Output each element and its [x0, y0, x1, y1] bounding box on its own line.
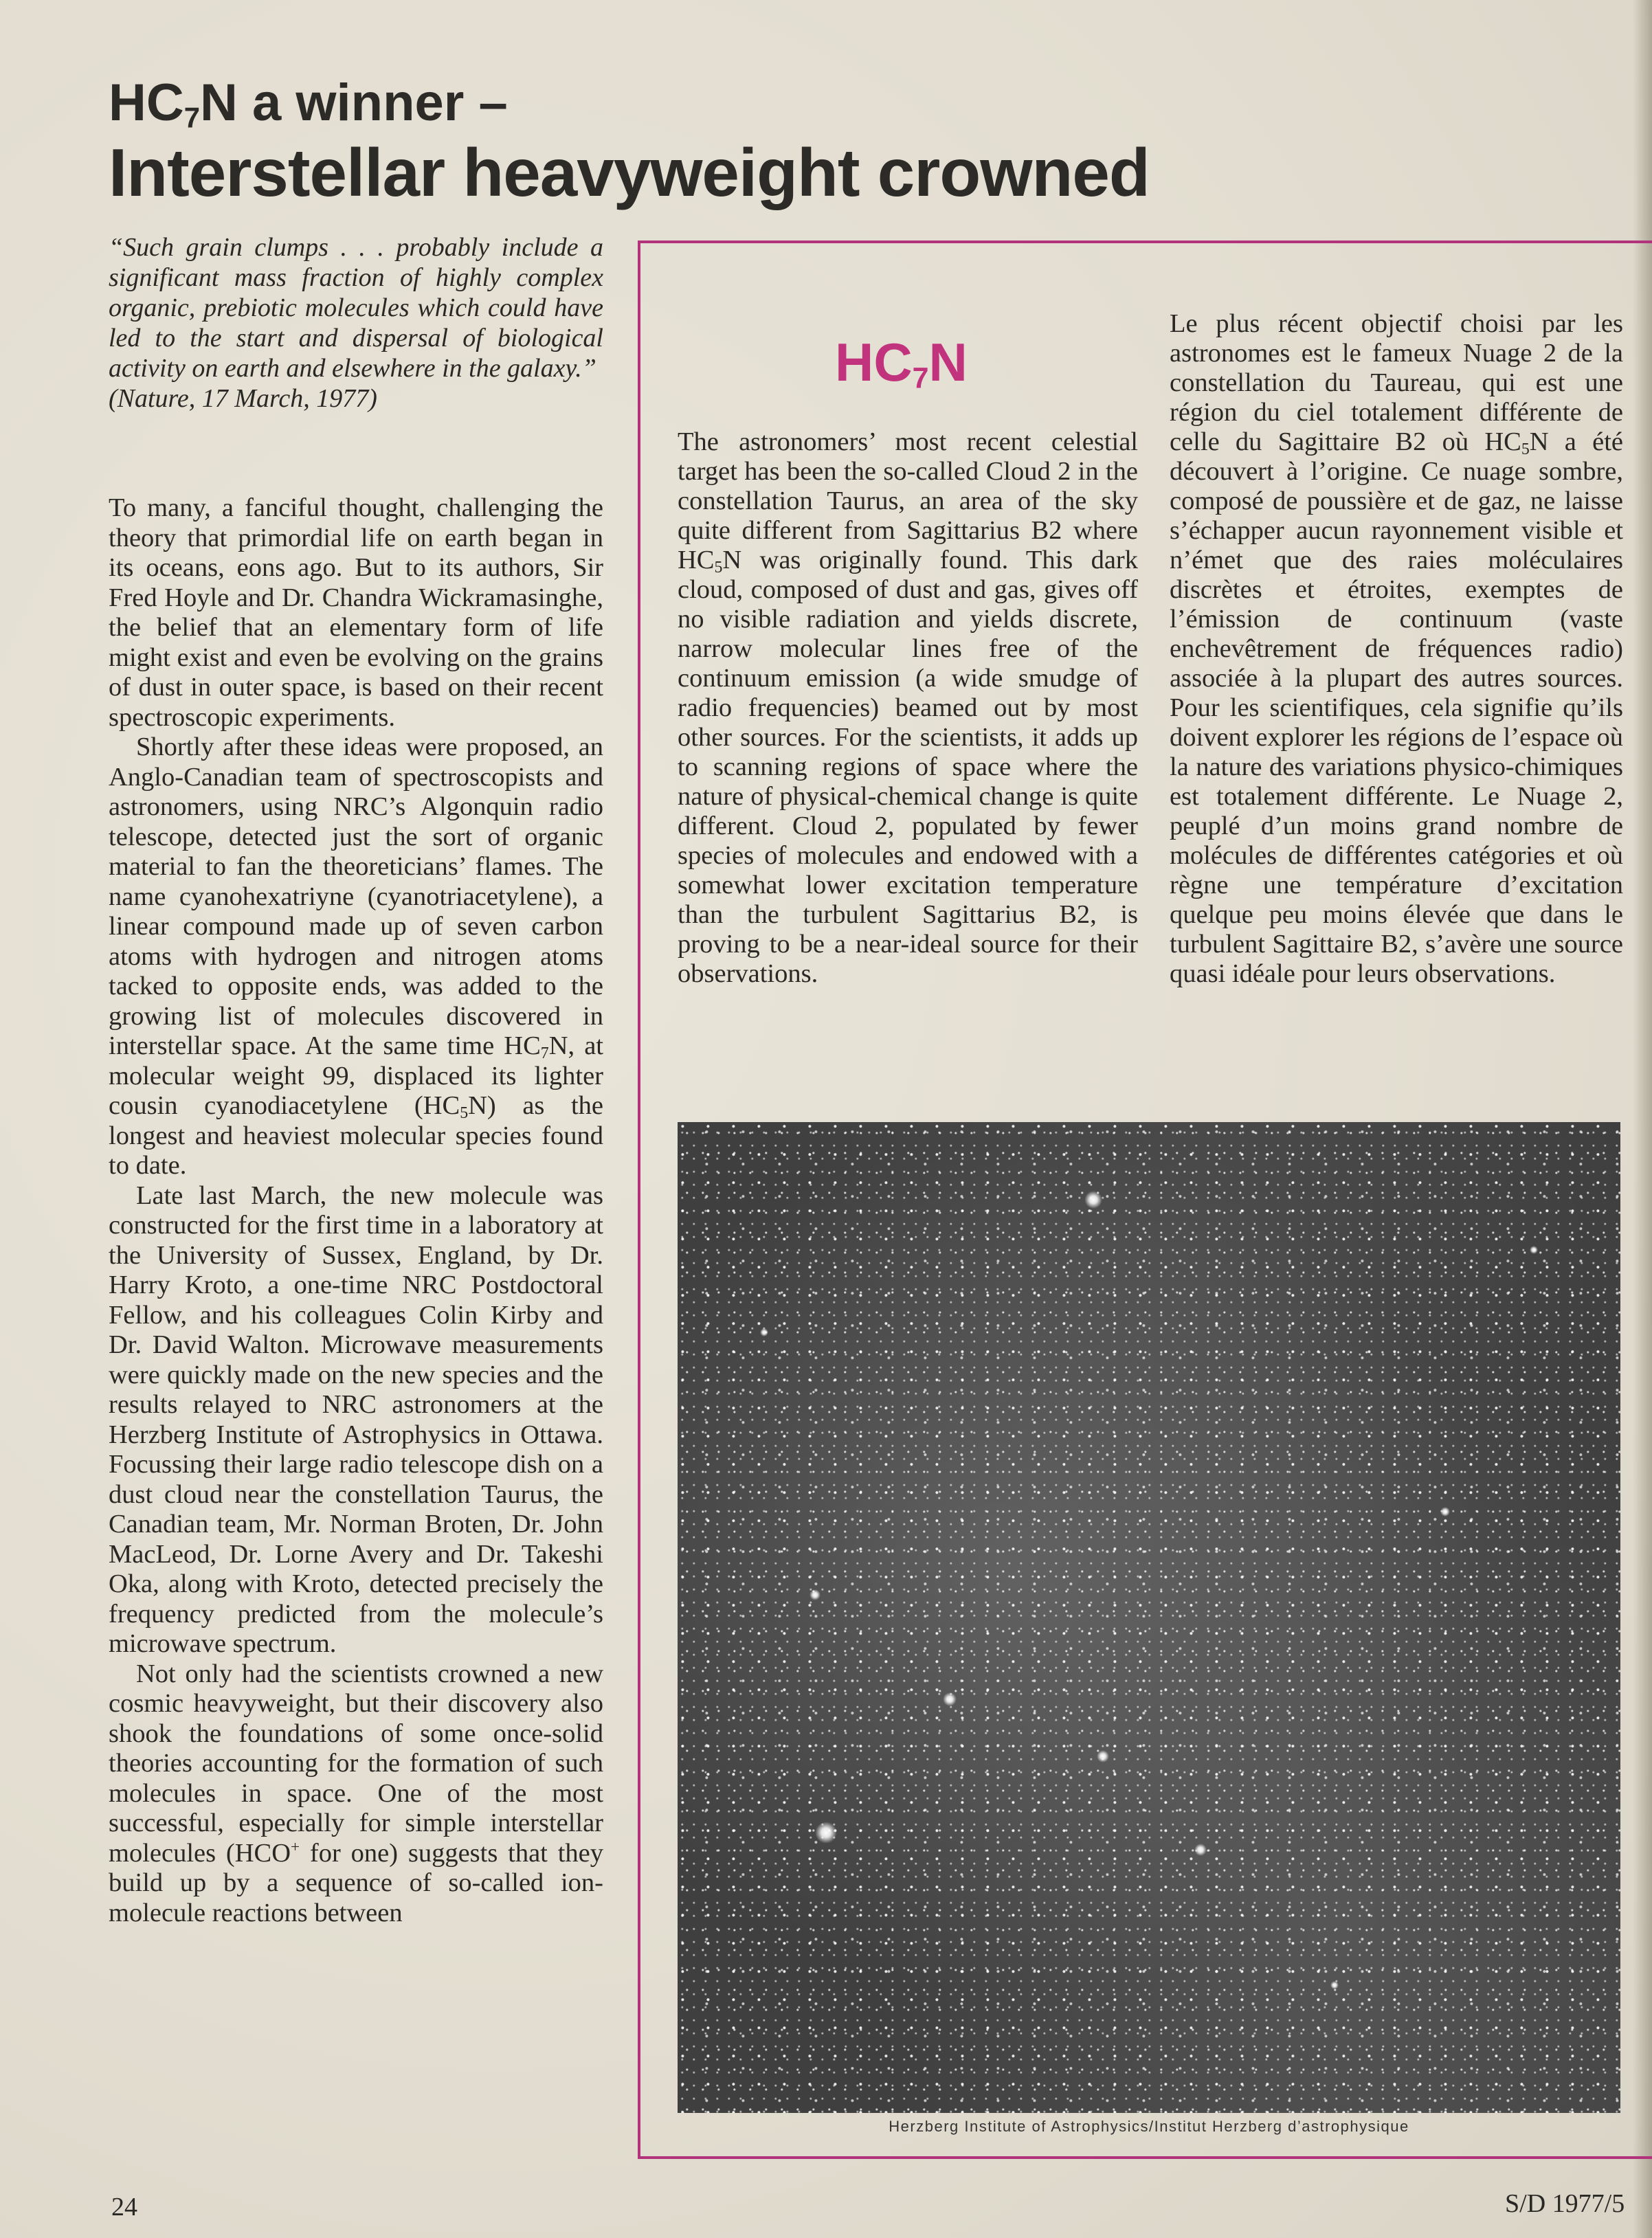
sidebar-french-paragraph: [1170, 309, 1623, 989]
page-number: 24: [111, 2193, 137, 2222]
sidebar-english-paragraph: [678, 427, 1138, 989]
bright-star: [1097, 1750, 1109, 1763]
sidebar-title-prefix: HC: [835, 332, 913, 392]
chem-subscript: 5: [460, 1104, 469, 1122]
text-run: N was originally found. This dark cloud, composed of dust and gas, gives off no visible radiation and yields discrete, narrow molecular lines free of the continuum emission (a wide smudge of radio frequencies) beamed out by most other sources. For the scientists, it adds up to scanning regions of space where the nature of physical-chemical change is quite different. Cloud 2, populated by fewer species of molecules and endowed with a somewhat lower excitation temperature than the turbulent Sagittarius B2, is proving to be a near-ideal source for their observations.: [678, 546, 1138, 988]
text-run: The astronomers’ most recent celestial target has been the so-called Cloud 2 in the constellation Taurus, an area of the sky quite different from Sagittarius B2 where HC: [678, 427, 1138, 574]
bright-star: [760, 1328, 768, 1336]
chem-superscript: +: [291, 1837, 300, 1855]
text-run: Le plus récent objectif choisi par les astronomes est le fameux Nuage 2 de la constellation du Taureau, qui est une région du ciel totalement différente de celle du Sagittaire B2 où HC: [1170, 309, 1623, 456]
photo-caption: Herzberg Institute of Astrophysics/Institut Herzberg d’astrophysique: [889, 2118, 1409, 2135]
bright-star: [810, 1589, 821, 1600]
article-text-run: Not only had the scientists crowned a new cosmic heavyweight, but their discovery also shook the foundations of some once-solid theories accounting for the formation of such molecules in space. One of the most successful, especially for simple interstellar molecules (HCO: [109, 1659, 603, 1868]
sidebar-box-title: [835, 332, 968, 395]
issue-label: S/D 1977/5: [1505, 2189, 1625, 2218]
chem-subscript: 5: [714, 558, 723, 577]
article-text-run: N) as the longest and heaviest molecular species found to date.: [109, 1091, 604, 1180]
chem-subscript: 5: [1521, 440, 1530, 458]
chem-subscript: 7: [540, 1044, 549, 1062]
sidebar-title-suffix: N: [928, 332, 968, 392]
article-paragraph: Late last March, the new molecule was constructed for the first time in a laboratory at the University of Sussex, England, by Dr. Harry Kroto, a one-time NRC Postdoctoral Fellow, and his colleagues Colin Kirby and Dr. David Walton. Microwave measurements were quickly made on the new species and the results relayed to NRC astronomers at the Herzberg Institute of Astrophysics in Ottawa. Focussing their large radio telescope dish on a dust cloud near the constellation Taurus, the Canadian team, Mr. Norman Broten, Dr. John MacLeod, Dr. Lorne Avery and Dr. Takeshi Oka, along with Kroto, detected precisely the frequency predicted from the molecule’s microwave spectrum.: [109, 1180, 603, 1658]
headline-line1-subscript: 7: [183, 101, 201, 134]
text-run: N a été découvert à l’origine. Ce nuage sombre, composé de poussière et de gaz, ne laisse s’échapper aucun rayonnement visible et n’émet que des raies moléculaires discrètes et étroites, exemptes de l’émission de continuum (vaste enchevêtrement de fréquences radio) associée à la plupart des autres sources. Pour les scientifiques, cela signifie qu’ils doivent explorer les régions de l’espace où la nature des variations physico-chimiques est totalement différente. Le Nuage 2, peuplé d’un moins grand nombre de molécules de différentes catégories et où règne une température d’excitation quelque peu moins élevée que dans le turbulent Sagittaire B2, s’avère une source quasi idéale pour leurs observations.: [1170, 427, 1623, 988]
bright-star: [1194, 1844, 1207, 1856]
sidebar-english-text: [678, 427, 1138, 989]
article-paragraph: To many, a fanciful thought, challenging the theory that primordial life on earth began in its oceans, eons ago. But to its authors, Sir Fred Hoyle and Dr. Chandra Wickramasinghe, the belief that an elementary form of life might exist and even be evolving on the grains of dust in outer space, is based on their recent spectroscopic experiments.: [109, 493, 603, 732]
sidebar-title-subscript: 7: [912, 361, 929, 395]
bright-star: [1440, 1507, 1450, 1517]
article-text-run: Shortly after these ideas were proposed, an Anglo-Canadian team of spectroscopists and astronomers, using NRC’s Algonquin radio telescope, detected just the sort of organic material to fan the theoreticians’ flames. The name cyanohexatriyne (cyanotriacetylene), a linear compound made up of seven carbon atoms with hydrogen and nitrogen atoms tacked to opposite ends, was added to the growing list of molecules discovered in interstellar space. At the same time HC: [109, 732, 603, 1060]
pull-quote-source: (Nature, 17 March, 1977): [109, 384, 377, 413]
bright-star: [943, 1692, 957, 1706]
headline-line1-suffix: N a winner –: [200, 74, 508, 132]
article-left-column: [109, 493, 603, 1928]
pull-quote-text: “Such grain clumps . . . probably include a significant mass fraction of highly complex organic, prebiotic molecules which could have led to the start and dispersal of biological activity on earth and elsewhere in the galaxy.”: [109, 233, 603, 383]
article-paragraph: [109, 732, 603, 1181]
article-text-run: N, at molecular weight 99, displaced its lighter cousin cyanodiacetylene (HC: [109, 1031, 603, 1120]
bright-star: [1530, 1246, 1538, 1254]
headline-line2: Interstellar heavyweight crowned: [109, 135, 1150, 210]
star-field-photo: [678, 1122, 1620, 2113]
bright-star: [815, 1822, 837, 1844]
article-text-run: for one) suggests that they build up by a sequence of so-called ion-molecule reactions between: [109, 1838, 603, 1927]
pull-quote: [109, 232, 603, 414]
bright-star: [1084, 1191, 1102, 1209]
headline-line1: [109, 74, 508, 134]
sidebar-french-text: [1170, 309, 1623, 989]
headline-line1-prefix: HC: [109, 74, 184, 132]
bright-star: [1330, 1981, 1339, 1989]
article-paragraph: [109, 1659, 603, 1929]
